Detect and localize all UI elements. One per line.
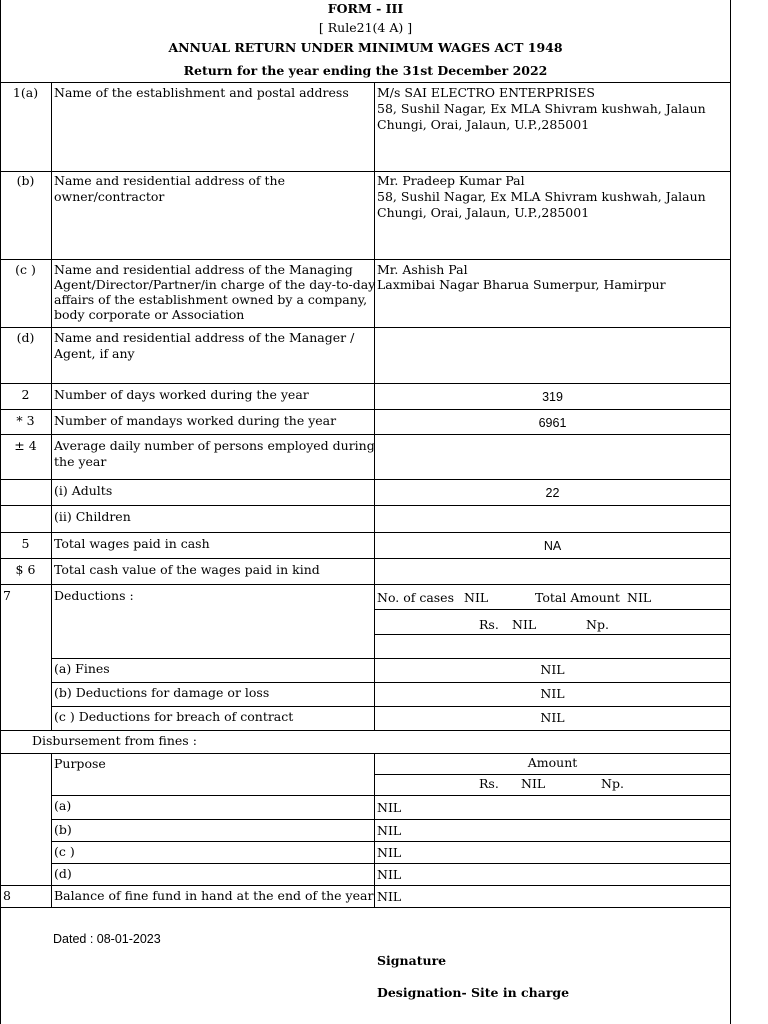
purpose-item-value: NIL [377, 845, 402, 860]
grid-line [374, 82, 375, 730]
avg-persons-label: Average daily number of persons employed during [54, 438, 375, 453]
damage-value: NIL [540, 686, 565, 701]
row-number: (d) [16, 330, 35, 345]
rs-value: NIL [521, 776, 546, 791]
fines-value: NIL [540, 662, 565, 677]
children-label: (ii) Children [54, 509, 131, 524]
grid-line [0, 885, 731, 886]
grid-line [0, 171, 731, 172]
cases-label: No. of cases [377, 590, 454, 605]
days-worked-value: 319 [542, 390, 563, 404]
grid-line [374, 609, 731, 610]
adults-label: (i) Adults [54, 483, 113, 498]
grid-line [0, 327, 731, 328]
cases-value: NIL [464, 590, 489, 605]
purpose-label: Purpose [54, 756, 106, 771]
row-number: $ 6 [15, 562, 36, 577]
grid-line [0, 730, 731, 731]
establishment-label: Name of the establishment and postal address [54, 85, 349, 100]
wages-kind-label: Total cash value of the wages paid in kind [54, 562, 320, 577]
owner-address: 58, Sushil Nagar, Ex MLA Shivram kushwah, Jalaun [377, 189, 706, 204]
mandays-value: 6961 [538, 416, 567, 430]
owner-address: Chungi, Orai, Jalaun, U.P.,285001 [377, 205, 590, 220]
total-amount-value: NIL [627, 590, 652, 605]
managing-agent-label: Name and residential address of the Managing [54, 262, 353, 277]
grid-line [0, 82, 731, 83]
row-number: * 3 [16, 413, 35, 428]
grid-line [51, 82, 52, 730]
row-number: 1(a) [12, 85, 39, 100]
grid-line [51, 863, 731, 864]
managing-agent-label: Agent/Director/Partner/in charge of the day-to-day [54, 277, 376, 292]
form-title: FORM - III [327, 1, 404, 16]
grid-line [0, 434, 731, 435]
establishment-name: M/s SAI ELECTRO ENTERPRISES [377, 85, 595, 100]
grid-line [51, 753, 52, 907]
wages-cash-label: Total wages paid in cash [54, 536, 210, 551]
grid-line [0, 753, 731, 754]
np-label: Np. [586, 617, 609, 632]
owner-name: Mr. Pradeep Kumar Pal [377, 173, 525, 188]
breach-label: (c ) Deductions for breach of contract [54, 709, 294, 724]
purpose-item-label: (a) [54, 798, 72, 813]
row-number: (c ) [15, 262, 36, 277]
signature-label: Signature [377, 953, 447, 968]
damage-label: (b) Deductions for damage or loss [54, 685, 270, 700]
row-number: (b) [16, 173, 35, 188]
grid-line [0, 584, 731, 585]
row-number: 8 [3, 888, 11, 903]
amount-label: Amount [527, 755, 578, 770]
avg-persons-label: the year [54, 454, 107, 469]
mandays-label: Number of mandays worked during the year [54, 413, 337, 428]
act-title: ANNUAL RETURN UNDER MINIMUM WAGES ACT 1948 [168, 40, 563, 55]
row-number: ± 4 [14, 438, 37, 453]
purpose-item-value: NIL [377, 800, 402, 815]
days-worked-label: Number of days worked during the year [54, 387, 309, 402]
manager-label: Agent, if any [54, 346, 135, 361]
managing-agent-label: body corporate or Association [54, 307, 245, 322]
fines-label: (a) Fines [54, 661, 110, 676]
row-number: 5 [21, 536, 30, 551]
adults-value: 22 [545, 486, 560, 500]
wages-cash-value: NA [543, 539, 562, 553]
grid-line [0, 505, 731, 506]
grid-line [51, 682, 731, 683]
rule-reference: [ Rule21(4 A) ] [318, 20, 413, 35]
grid-line [0, 409, 731, 410]
return-year: Return for the year ending the 31st December 2022 [183, 63, 548, 78]
rs-label: Rs. [479, 617, 499, 632]
grid-line [51, 795, 731, 796]
designation-label: Designation- Site in charge [377, 985, 570, 1000]
purpose-item-label: (c ) [54, 844, 75, 859]
row-number: 2 [21, 387, 30, 402]
managing-agent-label: affairs of the establishment owned by a company, [54, 292, 368, 307]
deductions-label: Deductions : [54, 588, 134, 603]
grid-line [0, 532, 731, 533]
managing-agent-address: Laxmibai Nagar Bharua Sumerpur, Hamirpur [377, 277, 666, 292]
managing-agent-name: Mr. Ashish Pal [377, 262, 468, 277]
establishment-address: 58, Sushil Nagar, Ex MLA Shivram kushwah, Jalaun [377, 101, 706, 116]
fine-balance-label: Balance of fine fund in hand at the end of the year [54, 888, 374, 903]
grid-line [51, 706, 731, 707]
np-label: Np. [601, 776, 624, 791]
date-line: Dated : 08-01-2023 [53, 932, 161, 946]
row-number: 7 [3, 588, 11, 603]
grid-line [0, 383, 731, 384]
owner-label: owner/contractor [54, 189, 165, 204]
grid-line [374, 753, 375, 907]
grid-line [0, 907, 731, 908]
grid-line [0, 259, 731, 260]
purpose-item-value: NIL [377, 867, 402, 882]
grid-line [0, 479, 731, 480]
rs-value: NIL [512, 617, 537, 632]
disbursement-heading: Disbursement from fines : [32, 733, 197, 748]
owner-label: Name and residential address of the [54, 173, 285, 188]
manager-label: Name and residential address of the Manager / [54, 330, 355, 345]
purpose-item-label: (b) [54, 822, 72, 837]
establishment-address: Chungi, Orai, Jalaun, U.P.,285001 [377, 117, 590, 132]
grid-line [51, 658, 731, 659]
purpose-item-label: (d) [54, 866, 72, 881]
grid-line [374, 634, 731, 635]
grid-line [374, 774, 731, 775]
grid-line [0, 558, 731, 559]
rs-label: Rs. [479, 776, 499, 791]
breach-value: NIL [540, 710, 565, 725]
fine-balance-value: NIL [377, 889, 402, 904]
total-amount-label: Total Amount [535, 590, 620, 605]
purpose-item-value: NIL [377, 823, 402, 838]
grid-line [51, 841, 731, 842]
grid-line [51, 819, 731, 820]
